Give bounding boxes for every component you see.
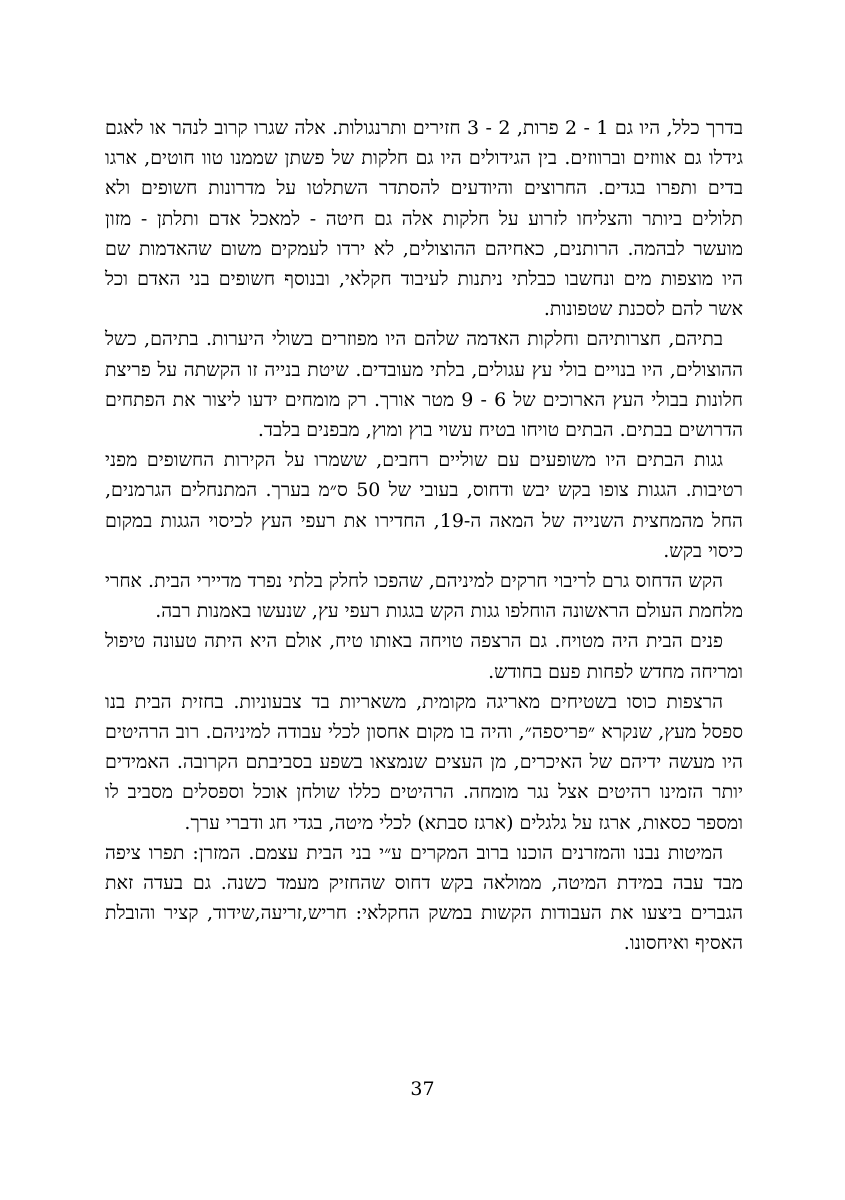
page-number: 37 [410, 1078, 435, 1100]
paragraph-6: הרצפות כוסו בשטיחים מאריגה מקומית, משאריות בד צבעוניות. בחזית הבית בנו ספסל מעץ, שנקרא ״פריספה״, והיה בו מקום אחסון לכלי עבודה למיניהם. רוב הרהיטים היו מעשה ידיהם של האיכרים, מן העצים שנמצאו בשפע בסביבתם הקרובה. האמידים יותר הזמינו רהיטים אצל נגר מומחה. הרהיטים כללו שולחן אוכל וספסלים מסביב לו ומספר כסאות, ארגז על גלגלים (ארגז סבתא) לכלי מיטה, בגדי חג ודברי ערך. [105, 690, 743, 834]
paragraph-3: גגות הבתים היו משופעים עם שוליים רחבים, ששמרו על הקירות החשופים מפני רטיבות. הגגות צופו בקש יבש ודחוס, בעובי של 50 ס״מ בערך. המתנחלים הגרמנים, החל מהמחצית השנייה של המאה ה-19, החדירו את רעפי העץ לכיסוי הגגות במקום כיסוי בקש. [105, 449, 744, 562]
paragraph-2: בתיהם, חצרותיהם וחלקות האדמה שלהם היו מפוזרים בשולי היערות. בתיהם, כשל ההוצולים, היו בנויים בולי עץ עגולים, בלתי מעובדים. שיטת בנייה זו הקשתה על פריצת חלונות בבולי העץ הארוכים של 6 - 9 מטר אורך. רק מומחים ידעו ליצור את הפתחים הדרושים בבתים. הבתים טויחו בטיח עשוי בוץ ומוץ, מבפנים בלבד. [105, 328, 744, 442]
page-body [105, 113, 743, 959]
paragraph-4: הקש הדחוס גרם לריבוי חרקים למיניהם, שהפכו לחלק בלתי נפרד מדיירי הבית. אחרי מלחמת העולם הראשונה הוחלפו גגות הקש בגגות רעפי עץ, שנעשו באמנות רבה. [105, 570, 743, 623]
paragraph-1: בדרך כלל, היו גם 1 - 2 פרות, 2 - 3 חזירים ותרנגולות. אלה שגרו קרוב לנהר או לאגם גידלו גם אווזים וברווזים. בין הגידולים היו גם חלקות של פשתן שממנו טוו חוטים, ארגו בדים ותפרו בגדים. החרוצים והיודעים להסתדר השתלטו על מדרונות חשופים ולא תלולים ביותר והצליחו לזרוע על חלקות אלה גם חיטה - למאכל אדם ותלתן - מזון מועשר לבהמה. הרותנים, כאחיהם ההוצולים, לא ירדו לעמקים משום שהאדמות שם היו מוצפות מים ונחשבו כבלתי ניתנות לעיבוד חקלאי, ובנוסף חשופים בני האדם וכל אשר להם לסכנת שטפונות. [105, 117, 744, 321]
paragraph-5: פנים הבית היה מטויח. גם הרצפה טויחה באותו טיח, אולם היא היתה טעונה טיפול ומריחה מחדש לפחות פעם בחודש. [105, 630, 743, 683]
paragraph-7: המיטות נבנו והמזרנים הוכנו ברוב המקרים ע״י בני הבית עצמם. המזרן: תפרו ציפה מבד עבה במידת המיטה, ממולאה בקש דחוס שהחזיק מעמד כשנה. גם בעדה זאת הגברים ביצעו את העבודות הקשות במשק החקלאי: חריש,זריעה,שידוד, קציר והובלת האסיף ואיחסונו. [105, 841, 743, 955]
